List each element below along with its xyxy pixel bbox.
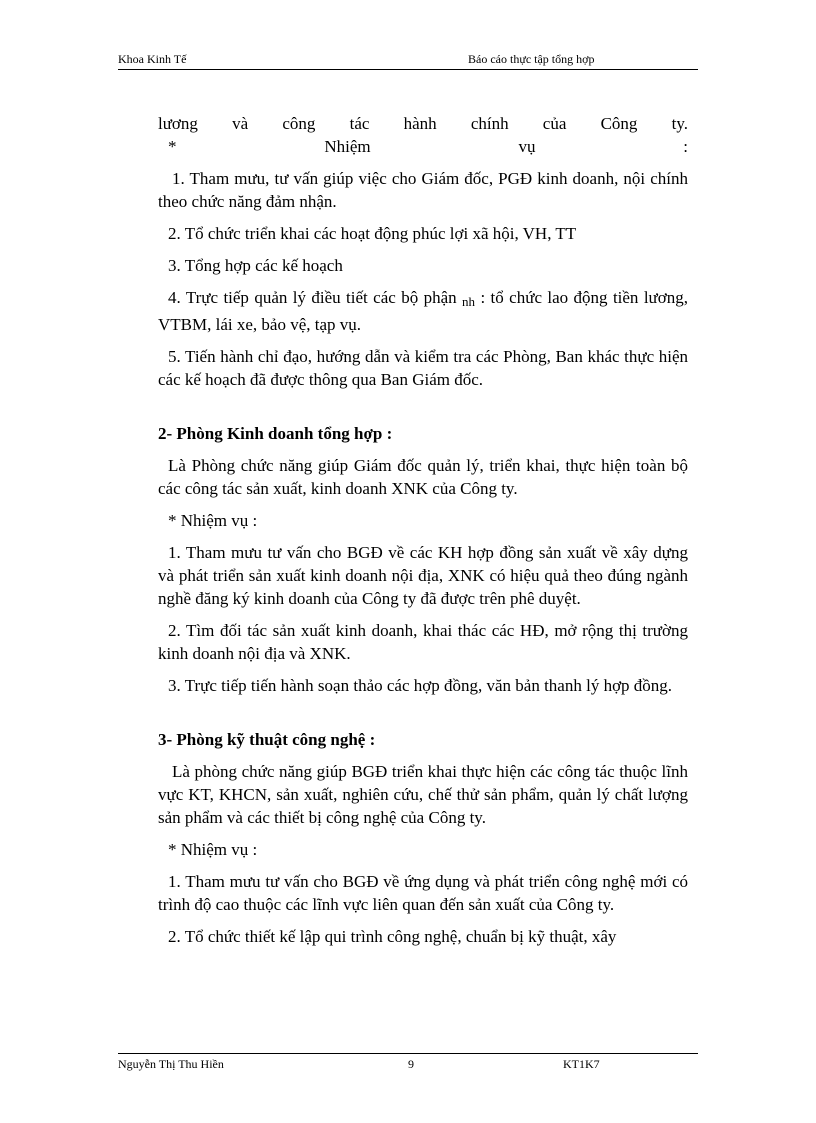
section3-intro: Là phòng chức năng giúp BGĐ triển khai thực hiện các công tác thuộc lĩnh vực KT, KHCN, sản xuất, nghiên cứu, chế thử sản phẩm, quản lý chất lượng sản phẩm và các thiết bị công nghệ của Công ty. — [158, 762, 688, 827]
section2-item-1: 1. Tham mưu tư vấn cho BGĐ về các KH hợp đồng sản xuất về xây dựng và phát triển sản xuất kinh doanh nội địa, XNK có hiệu quả theo đúng ngành nghề đăng ký kinh doanh của Công ty đã được trên phê duyệt. — [158, 543, 688, 608]
section2-duty-label: * Nhiệm vụ : — [168, 511, 258, 530]
document-body — [158, 112, 688, 948]
header-report-title: Báo cáo thực tập tổng hợp — [468, 52, 595, 66]
intro-line: lương và công tác hành chính của Công ty. — [158, 114, 688, 133]
section2-intro: Là Phòng chức năng giúp Giám đốc quản lý, triển khai, thực hiện toàn bộ các công tác sản xuất, kinh doanh XNK của Công ty. — [158, 456, 688, 498]
section2-item-2: 2. Tìm đối tác sản xuất kinh doanh, khai thác các HĐ, mở rộng thị trường kinh doanh nội địa và XNK. — [158, 621, 688, 663]
section2-heading: 2- Phòng Kinh doanh tổng hợp : — [158, 424, 393, 443]
section3-duty-label: * Nhiệm vụ : — [168, 840, 258, 859]
footer-rule — [118, 1053, 698, 1054]
page-footer — [118, 1057, 698, 1075]
duty-word-2: vụ — [518, 137, 536, 156]
header-faculty: Khoa Kinh Tế — [118, 52, 187, 66]
section3-heading: 3- Phòng kỹ thuật công nghệ : — [158, 730, 376, 749]
item4-subscript: nh — [462, 294, 476, 309]
footer-author: Nguyễn Thị Thu Hiền — [118, 1057, 224, 1071]
section1-item-2: 2. Tổ chức triển khai các hoạt động phúc lợi xã hội, VH, TT — [168, 224, 577, 243]
item4-text-after: : tổ chức lao động tiền lương, VTBM, lái xe, bảo vệ, tạp vụ. — [158, 288, 689, 334]
header-rule — [118, 69, 698, 70]
section3-item-1: 1. Tham mưu tư vấn cho BGĐ về ứng dụng và phát triển công nghệ mới có trình độ cao thuộc các lĩnh vực liên quan đến sản xuất của Công ty. — [158, 872, 688, 914]
section1-item-4 — [158, 286, 688, 336]
item4-text-before: 4. Trực tiếp quản lý điều tiết các bộ phận — [168, 288, 457, 307]
footer-page-number: 9 — [408, 1057, 414, 1071]
section2-item-3: 3. Trực tiếp tiến hành soạn thảo các hợp đồng, văn bản thanh lý hợp đồng. — [168, 676, 673, 695]
section3-item-2: 2. Tổ chức thiết kế lập qui trình công nghệ, chuẩn bị kỹ thuật, xây — [168, 927, 617, 946]
page-header — [118, 52, 698, 70]
section1-item-5: 5. Tiến hành chỉ đạo, hướng dẫn và kiểm tra các Phòng, Ban khác thực hiện các kế hoạch đã được thông qua Ban Giám đốc. — [158, 347, 688, 389]
duty-star: * — [168, 137, 177, 156]
section1-item-3: 3. Tổng hợp các kế hoạch — [168, 256, 343, 275]
duty-colon: : — [683, 137, 688, 156]
duty-word-1: Nhiệm — [324, 137, 371, 156]
section1-item-1: 1. Tham mưu, tư vấn giúp việc cho Giám đốc, PGĐ kinh doanh, nội chính theo chức năng đảm nhận. — [158, 169, 688, 211]
footer-class-code: KT1K7 — [563, 1057, 600, 1071]
duty-label-spread — [158, 135, 688, 158]
